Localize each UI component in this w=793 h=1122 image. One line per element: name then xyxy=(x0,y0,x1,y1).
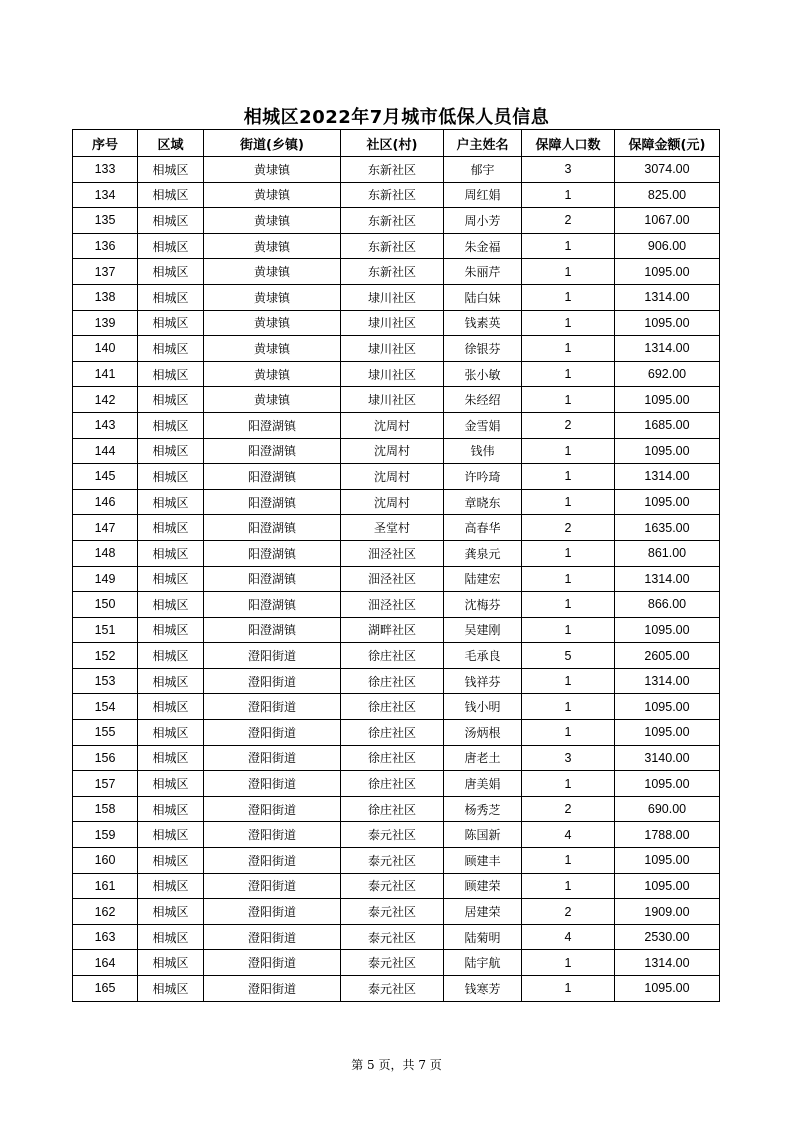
table-row xyxy=(73,924,720,950)
cell-index: 133 xyxy=(73,157,138,183)
cell-householder: 钱小明 xyxy=(444,694,522,720)
cell-index: 151 xyxy=(73,617,138,643)
cell-region: 相城区 xyxy=(138,771,204,797)
cell-index: 148 xyxy=(73,540,138,566)
cell-amount: 1095.00 xyxy=(615,310,720,336)
cell-street: 阳澄湖镇 xyxy=(204,412,341,438)
cell-index: 156 xyxy=(73,745,138,771)
cell-community: 东新社区 xyxy=(341,182,444,208)
cell-region: 相城区 xyxy=(138,489,204,515)
table-row xyxy=(73,822,720,848)
cell-householder: 金雪娟 xyxy=(444,412,522,438)
cell-householder: 高春华 xyxy=(444,515,522,541)
cell-street: 澄阳街道 xyxy=(204,924,341,950)
cell-street: 澄阳街道 xyxy=(204,873,341,899)
cell-householder: 陆白妹 xyxy=(444,284,522,310)
cell-index: 143 xyxy=(73,412,138,438)
cell-householder: 沈梅芬 xyxy=(444,592,522,618)
cell-street: 澄阳街道 xyxy=(204,796,341,822)
cell-population: 1 xyxy=(522,464,615,490)
cell-community: 泰元社区 xyxy=(341,899,444,925)
cell-region: 相城区 xyxy=(138,694,204,720)
cell-community: 圣堂村 xyxy=(341,515,444,541)
cell-index: 145 xyxy=(73,464,138,490)
table-row xyxy=(73,515,720,541)
cell-community: 沈周村 xyxy=(341,464,444,490)
cell-community: 东新社区 xyxy=(341,208,444,234)
cell-amount: 1635.00 xyxy=(615,515,720,541)
cell-amount: 906.00 xyxy=(615,233,720,259)
cell-index: 155 xyxy=(73,720,138,746)
cell-householder: 朱经绍 xyxy=(444,387,522,413)
cell-region: 相城区 xyxy=(138,438,204,464)
cell-index: 149 xyxy=(73,566,138,592)
table-row xyxy=(73,566,720,592)
cell-population: 1 xyxy=(522,873,615,899)
cell-region: 相城区 xyxy=(138,412,204,438)
cell-householder: 朱丽芹 xyxy=(444,259,522,285)
cell-community: 沈周村 xyxy=(341,412,444,438)
cell-community: 东新社区 xyxy=(341,233,444,259)
cell-community: 湖畔社区 xyxy=(341,617,444,643)
cell-amount: 3140.00 xyxy=(615,745,720,771)
cell-index: 140 xyxy=(73,336,138,362)
cell-population: 1 xyxy=(522,438,615,464)
cell-amount: 866.00 xyxy=(615,592,720,618)
cell-community: 徐庄社区 xyxy=(341,694,444,720)
cell-region: 相城区 xyxy=(138,387,204,413)
cell-householder: 居建荣 xyxy=(444,899,522,925)
cell-householder: 汤炳根 xyxy=(444,720,522,746)
cell-street: 阳澄湖镇 xyxy=(204,617,341,643)
cell-street: 黄埭镇 xyxy=(204,336,341,362)
table-row xyxy=(73,489,720,515)
cell-amount: 861.00 xyxy=(615,540,720,566)
cell-street: 澄阳街道 xyxy=(204,848,341,874)
header-community: 社区(村) xyxy=(341,130,444,157)
cell-householder: 顾建丰 xyxy=(444,848,522,874)
cell-region: 相城区 xyxy=(138,284,204,310)
cell-region: 相城区 xyxy=(138,515,204,541)
cell-community: 泰元社区 xyxy=(341,976,444,1002)
cell-street: 澄阳街道 xyxy=(204,822,341,848)
cell-community: 泰元社区 xyxy=(341,873,444,899)
table-row xyxy=(73,873,720,899)
cell-street: 澄阳街道 xyxy=(204,668,341,694)
cell-population: 1 xyxy=(522,592,615,618)
header-region: 区域 xyxy=(138,130,204,157)
cell-community: 泰元社区 xyxy=(341,848,444,874)
cell-region: 相城区 xyxy=(138,464,204,490)
cell-index: 165 xyxy=(73,976,138,1002)
cell-region: 相城区 xyxy=(138,822,204,848)
cell-index: 158 xyxy=(73,796,138,822)
cell-householder: 吴建刚 xyxy=(444,617,522,643)
cell-population: 1 xyxy=(522,259,615,285)
cell-community: 徐庄社区 xyxy=(341,771,444,797)
cell-amount: 1095.00 xyxy=(615,489,720,515)
cell-street: 阳澄湖镇 xyxy=(204,438,341,464)
cell-population: 1 xyxy=(522,720,615,746)
cell-amount: 1314.00 xyxy=(615,566,720,592)
cell-community: 东新社区 xyxy=(341,259,444,285)
cell-region: 相城区 xyxy=(138,720,204,746)
cell-index: 150 xyxy=(73,592,138,618)
cell-community: 泰元社区 xyxy=(341,822,444,848)
cell-householder: 唐老土 xyxy=(444,745,522,771)
cell-street: 澄阳街道 xyxy=(204,899,341,925)
cell-amount: 1095.00 xyxy=(615,873,720,899)
cell-street: 黄埭镇 xyxy=(204,387,341,413)
cell-householder: 钱伟 xyxy=(444,438,522,464)
cell-index: 134 xyxy=(73,182,138,208)
cell-street: 黄埭镇 xyxy=(204,310,341,336)
cell-amount: 825.00 xyxy=(615,182,720,208)
cell-street: 黄埭镇 xyxy=(204,208,341,234)
cell-householder: 周红娟 xyxy=(444,182,522,208)
cell-householder: 杨秀芝 xyxy=(444,796,522,822)
cell-street: 阳澄湖镇 xyxy=(204,566,341,592)
cell-amount: 1095.00 xyxy=(615,694,720,720)
cell-amount: 1067.00 xyxy=(615,208,720,234)
cell-community: 徐庄社区 xyxy=(341,720,444,746)
cell-householder: 钱素英 xyxy=(444,310,522,336)
header-population: 保障人口数 xyxy=(522,130,615,157)
cell-community: 埭川社区 xyxy=(341,310,444,336)
cell-community: 徐庄社区 xyxy=(341,745,444,771)
cell-amount: 1095.00 xyxy=(615,387,720,413)
cell-region: 相城区 xyxy=(138,950,204,976)
header-index: 序号 xyxy=(73,130,138,157)
cell-householder: 张小敏 xyxy=(444,361,522,387)
cell-street: 澄阳街道 xyxy=(204,745,341,771)
cell-population: 1 xyxy=(522,848,615,874)
cell-street: 阳澄湖镇 xyxy=(204,515,341,541)
cell-population: 1 xyxy=(522,387,615,413)
cell-population: 4 xyxy=(522,822,615,848)
cell-region: 相城区 xyxy=(138,182,204,208)
table-row xyxy=(73,771,720,797)
cell-region: 相城区 xyxy=(138,566,204,592)
cell-amount: 1685.00 xyxy=(615,412,720,438)
cell-index: 163 xyxy=(73,924,138,950)
cell-amount: 1095.00 xyxy=(615,259,720,285)
cell-amount: 2530.00 xyxy=(615,924,720,950)
cell-population: 5 xyxy=(522,643,615,669)
cell-region: 相城区 xyxy=(138,873,204,899)
cell-population: 3 xyxy=(522,157,615,183)
cell-region: 相城区 xyxy=(138,976,204,1002)
cell-index: 164 xyxy=(73,950,138,976)
cell-amount: 1095.00 xyxy=(615,438,720,464)
cell-population: 2 xyxy=(522,899,615,925)
table-row xyxy=(73,182,720,208)
cell-community: 沺泾社区 xyxy=(341,540,444,566)
cell-index: 139 xyxy=(73,310,138,336)
cell-householder: 章晓东 xyxy=(444,489,522,515)
table-row xyxy=(73,208,720,234)
table-row xyxy=(73,694,720,720)
cell-amount: 1314.00 xyxy=(615,668,720,694)
cell-householder: 陈国新 xyxy=(444,822,522,848)
cell-street: 黄埭镇 xyxy=(204,182,341,208)
header-street: 街道(乡镇) xyxy=(204,130,341,157)
cell-street: 阳澄湖镇 xyxy=(204,464,341,490)
cell-street: 阳澄湖镇 xyxy=(204,540,341,566)
table-row xyxy=(73,336,720,362)
cell-index: 147 xyxy=(73,515,138,541)
cell-amount: 1095.00 xyxy=(615,617,720,643)
cell-street: 黄埭镇 xyxy=(204,284,341,310)
cell-householder: 周小芳 xyxy=(444,208,522,234)
cell-street: 澄阳街道 xyxy=(204,694,341,720)
table-row xyxy=(73,464,720,490)
cell-index: 154 xyxy=(73,694,138,720)
cell-community: 徐庄社区 xyxy=(341,668,444,694)
table-row xyxy=(73,976,720,1002)
cell-householder: 朱金福 xyxy=(444,233,522,259)
table-row xyxy=(73,438,720,464)
cell-region: 相城区 xyxy=(138,259,204,285)
cell-index: 160 xyxy=(73,848,138,874)
table-row xyxy=(73,284,720,310)
cell-community: 泰元社区 xyxy=(341,950,444,976)
cell-region: 相城区 xyxy=(138,924,204,950)
cell-street: 澄阳街道 xyxy=(204,771,341,797)
cell-population: 1 xyxy=(522,694,615,720)
cell-street: 阳澄湖镇 xyxy=(204,592,341,618)
cell-region: 相城区 xyxy=(138,310,204,336)
cell-amount: 1909.00 xyxy=(615,899,720,925)
header-amount: 保障金额(元) xyxy=(615,130,720,157)
cell-community: 埭川社区 xyxy=(341,361,444,387)
cell-population: 1 xyxy=(522,284,615,310)
data-table xyxy=(72,129,720,1002)
table-row xyxy=(73,540,720,566)
table-row xyxy=(73,157,720,183)
cell-index: 136 xyxy=(73,233,138,259)
cell-street: 澄阳街道 xyxy=(204,976,341,1002)
cell-region: 相城区 xyxy=(138,336,204,362)
cell-region: 相城区 xyxy=(138,796,204,822)
cell-householder: 郁宇 xyxy=(444,157,522,183)
cell-population: 2 xyxy=(522,796,615,822)
cell-index: 138 xyxy=(73,284,138,310)
cell-index: 161 xyxy=(73,873,138,899)
cell-region: 相城区 xyxy=(138,643,204,669)
cell-street: 黄埭镇 xyxy=(204,361,341,387)
cell-population: 1 xyxy=(522,976,615,1002)
table-row xyxy=(73,720,720,746)
cell-index: 144 xyxy=(73,438,138,464)
cell-amount: 1314.00 xyxy=(615,464,720,490)
cell-region: 相城区 xyxy=(138,745,204,771)
cell-community: 埭川社区 xyxy=(341,284,444,310)
cell-community: 东新社区 xyxy=(341,157,444,183)
cell-community: 沈周村 xyxy=(341,438,444,464)
cell-population: 1 xyxy=(522,771,615,797)
cell-householder: 唐美娟 xyxy=(444,771,522,797)
cell-street: 阳澄湖镇 xyxy=(204,489,341,515)
cell-index: 162 xyxy=(73,899,138,925)
cell-population: 1 xyxy=(522,336,615,362)
cell-householder: 龚泉元 xyxy=(444,540,522,566)
cell-region: 相城区 xyxy=(138,848,204,874)
cell-community: 埭川社区 xyxy=(341,336,444,362)
cell-region: 相城区 xyxy=(138,233,204,259)
cell-amount: 1314.00 xyxy=(615,336,720,362)
cell-amount: 2605.00 xyxy=(615,643,720,669)
table-row xyxy=(73,950,720,976)
cell-population: 1 xyxy=(522,233,615,259)
cell-amount: 1314.00 xyxy=(615,284,720,310)
cell-street: 澄阳街道 xyxy=(204,643,341,669)
cell-householder: 陆建宏 xyxy=(444,566,522,592)
cell-amount: 1788.00 xyxy=(615,822,720,848)
cell-population: 3 xyxy=(522,745,615,771)
cell-amount: 1095.00 xyxy=(615,771,720,797)
cell-householder: 钱祥芬 xyxy=(444,668,522,694)
cell-householder: 毛承良 xyxy=(444,643,522,669)
cell-street: 黄埭镇 xyxy=(204,157,341,183)
cell-street: 黄埭镇 xyxy=(204,259,341,285)
cell-index: 141 xyxy=(73,361,138,387)
cell-population: 1 xyxy=(522,540,615,566)
cell-community: 泰元社区 xyxy=(341,924,444,950)
page-footer: 第 5 页，共 7 页 xyxy=(351,1058,442,1072)
page-title: 相城区2022年7月城市低保人员信息 xyxy=(243,107,550,128)
cell-population: 1 xyxy=(522,617,615,643)
cell-population: 1 xyxy=(522,361,615,387)
table-row xyxy=(73,387,720,413)
cell-region: 相城区 xyxy=(138,540,204,566)
cell-householder: 陆宇航 xyxy=(444,950,522,976)
cell-community: 沈周村 xyxy=(341,489,444,515)
cell-population: 1 xyxy=(522,489,615,515)
cell-community: 沺泾社区 xyxy=(341,566,444,592)
cell-index: 159 xyxy=(73,822,138,848)
cell-region: 相城区 xyxy=(138,592,204,618)
cell-amount: 1095.00 xyxy=(615,720,720,746)
cell-index: 142 xyxy=(73,387,138,413)
table-row xyxy=(73,592,720,618)
cell-population: 1 xyxy=(522,182,615,208)
cell-population: 1 xyxy=(522,566,615,592)
cell-householder: 徐银芬 xyxy=(444,336,522,362)
table-row xyxy=(73,899,720,925)
cell-amount: 690.00 xyxy=(615,796,720,822)
cell-amount: 1314.00 xyxy=(615,950,720,976)
table-row xyxy=(73,745,720,771)
table-row xyxy=(73,310,720,336)
cell-region: 相城区 xyxy=(138,617,204,643)
header-householder: 户主姓名 xyxy=(444,130,522,157)
table-row xyxy=(73,848,720,874)
cell-index: 146 xyxy=(73,489,138,515)
cell-householder: 顾建荣 xyxy=(444,873,522,899)
cell-population: 2 xyxy=(522,515,615,541)
cell-population: 2 xyxy=(522,412,615,438)
table-row xyxy=(73,233,720,259)
table-header-row xyxy=(73,130,720,157)
cell-region: 相城区 xyxy=(138,899,204,925)
table-row xyxy=(73,796,720,822)
cell-region: 相城区 xyxy=(138,208,204,234)
cell-householder: 钱寒芳 xyxy=(444,976,522,1002)
cell-region: 相城区 xyxy=(138,157,204,183)
cell-region: 相城区 xyxy=(138,668,204,694)
cell-community: 埭川社区 xyxy=(341,387,444,413)
cell-population: 4 xyxy=(522,924,615,950)
cell-index: 137 xyxy=(73,259,138,285)
cell-population: 1 xyxy=(522,950,615,976)
cell-index: 153 xyxy=(73,668,138,694)
cell-street: 澄阳街道 xyxy=(204,950,341,976)
cell-population: 2 xyxy=(522,208,615,234)
cell-amount: 3074.00 xyxy=(615,157,720,183)
cell-community: 徐庄社区 xyxy=(341,796,444,822)
table-row xyxy=(73,668,720,694)
cell-index: 135 xyxy=(73,208,138,234)
cell-community: 徐庄社区 xyxy=(341,643,444,669)
cell-amount: 1095.00 xyxy=(615,976,720,1002)
cell-index: 152 xyxy=(73,643,138,669)
cell-index: 157 xyxy=(73,771,138,797)
table-row xyxy=(73,361,720,387)
cell-amount: 692.00 xyxy=(615,361,720,387)
cell-street: 黄埭镇 xyxy=(204,233,341,259)
table-row xyxy=(73,617,720,643)
cell-amount: 1095.00 xyxy=(615,848,720,874)
cell-population: 1 xyxy=(522,668,615,694)
cell-householder: 陆菊明 xyxy=(444,924,522,950)
cell-population: 1 xyxy=(522,310,615,336)
cell-householder: 许吟琦 xyxy=(444,464,522,490)
cell-region: 相城区 xyxy=(138,361,204,387)
cell-community: 沺泾社区 xyxy=(341,592,444,618)
cell-street: 澄阳街道 xyxy=(204,720,341,746)
table-row xyxy=(73,259,720,285)
table-row xyxy=(73,643,720,669)
table-row xyxy=(73,412,720,438)
